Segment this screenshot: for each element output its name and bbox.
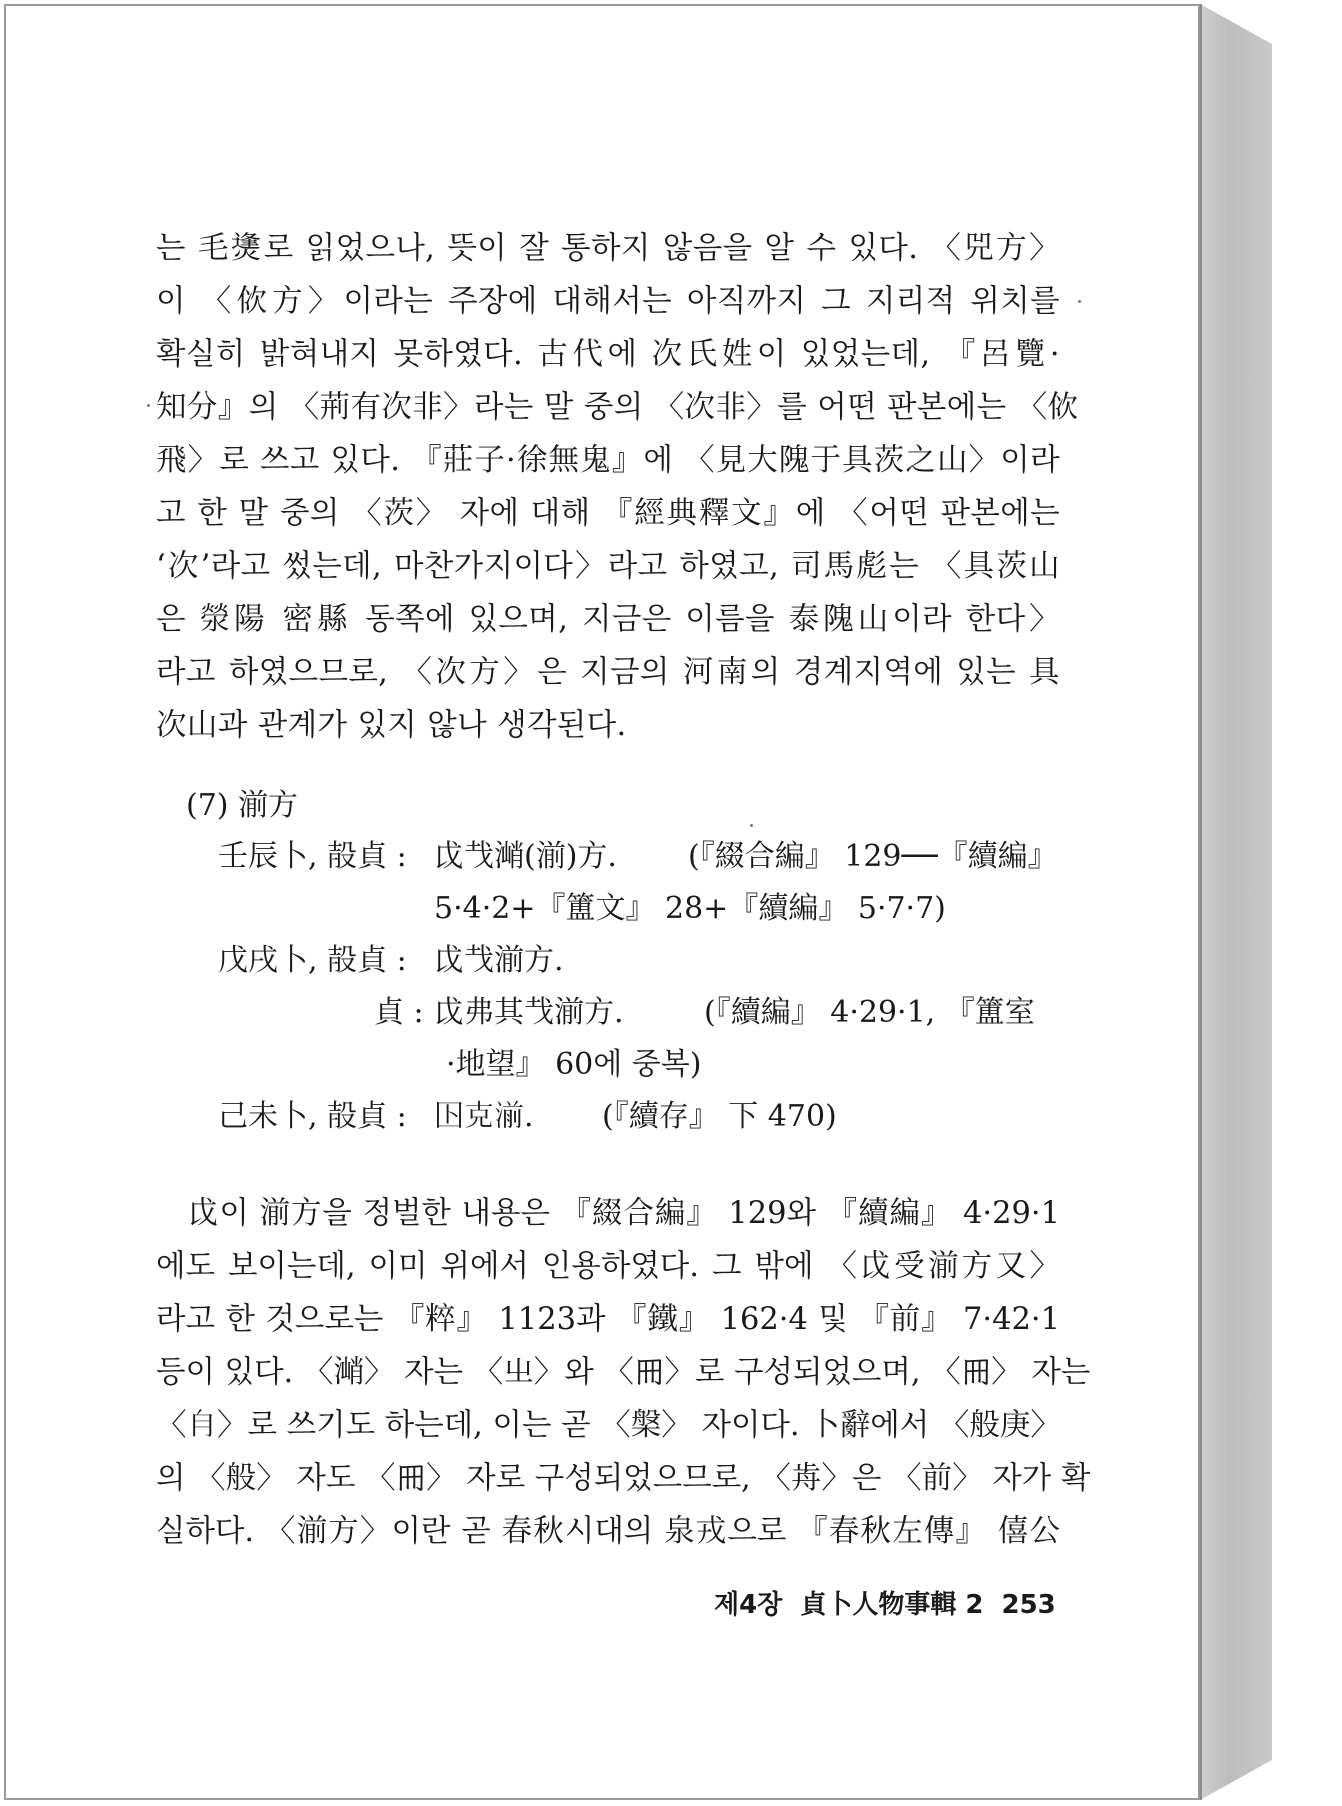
text-line: 확실히 밝혀내지 못하였다. 古代에 次氏姓이 있었는데, 『呂覽· xyxy=(156,337,1060,372)
text-line: 의 〈般〉 자도 〈𠕁〉 자로 구성되었으므로, 〈歬〉은 〈前〉 자가 확 xyxy=(156,1461,1091,1496)
spine-edge xyxy=(1200,4,1202,1800)
text-line: 이 〈佽方〉이라는 주장에 대해서는 아직까지 그 지리적 위치를 xyxy=(156,284,1060,319)
text-line: ‘次’라고 썼는데, 마찬가지이다〉라고 하였고, 司馬彪는 〈具茨山 xyxy=(156,549,1060,584)
scan-speck xyxy=(1078,300,1081,303)
page-number: 253 xyxy=(1001,1590,1056,1620)
entry-prefix: 戊戌卜, 㱿貞 : xyxy=(218,943,407,978)
entry-text: 戉弗其𢦏湔方. xyxy=(434,995,624,1030)
text-line: 는 毛㷭로 읽었으나, 뜻이 잘 통하지 않음을 알 수 있다. 〈兕方〉 xyxy=(156,231,1060,266)
footer-chapter: 제4장 xyxy=(714,1590,783,1620)
text-line: 〈𣍝〉로 쓰기도 하는데, 이는 곧 〈槃〉 자이다. 卜辭에서 〈般庚〉 xyxy=(156,1408,1061,1443)
footer-title: 貞卜人物事輯 2 xyxy=(800,1590,984,1620)
entry-citation: (『續編』 4·29·1, 『簠室 xyxy=(704,995,1035,1030)
scan-speck xyxy=(147,404,150,407)
entry-continuation: ·地望』 60에 중복) xyxy=(446,1047,702,1082)
text-line: 戉이 湔方을 정벌한 내용은 『綴合編』 129와 『續編』 4·29·1 xyxy=(188,1196,1060,1231)
text-line: 에도 보이는데, 이미 위에서 인용하였다. 그 밖에 〈戉受湔方又〉 xyxy=(156,1249,1060,1284)
entry-text: 戉𢦏湔方. xyxy=(434,943,564,978)
text-line: 실하다. 〈湔方〉이란 곧 春秋시대의 泉戎으로 『春秋左傳』 僖公 xyxy=(156,1514,1060,1549)
entry-text: 戉𢦏㴥(湔)方. xyxy=(434,839,617,874)
text-line: 등이 있다. 〈㴥〉 자는 〈㞢〉와 〈𠕁〉로 구성되었으며, 〈𠕁〉 자는 xyxy=(156,1355,1091,1390)
text-line: 飛〉로 쓰고 있다. 『莊子·徐無鬼』에 〈見大隗于具茨之山〉이라 xyxy=(156,443,1060,478)
entry-prefix: 壬辰卜, 㱿貞 : xyxy=(218,839,407,874)
entry-prefix: 己未卜, 㱿貞 : xyxy=(218,1099,407,1134)
text-line: 라고 한 것으로는 『粹』 1123과 『鐵』 162·4 및 『前』 7·42·1 xyxy=(156,1302,1060,1337)
entry-citation: (『綴合編』 129──『續編』 xyxy=(688,839,1058,874)
paragraph-2 xyxy=(156,1188,1091,1559)
text-line: 知分』의 〈荊有次非〉라는 말 중의 〈次非〉를 어떤 판본에는 〈佽 xyxy=(156,390,1079,425)
entry-continuation: 5·4·2+『簠文』 28+『續編』 5·7·7) xyxy=(434,891,946,926)
section-heading: (7) 湔方 xyxy=(186,788,299,823)
entry-text: 𡆥克湔. xyxy=(434,1099,534,1134)
entry-citation: (『續存』 下 470) xyxy=(602,1099,837,1134)
text-line: 次山과 관계가 있지 않나 생각된다. xyxy=(156,708,627,743)
text-line: 은 滎陽 密縣 동쪽에 있으며, 지금은 이름을 泰隗山이라 한다〉 xyxy=(156,602,1060,637)
book-spine xyxy=(1200,4,1272,1800)
text-line: 고 한 말 중의 〈茨〉 자에 대해 『經典釋文』에 〈어떤 판본에는 xyxy=(156,496,1060,531)
scan-speck xyxy=(750,824,753,827)
text-line: 라고 하였으므로, 〈次方〉은 지금의 河南의 경계지역에 있는 具 xyxy=(156,655,1060,690)
paragraph-1 xyxy=(156,222,1079,752)
page-footer xyxy=(714,1584,1056,1621)
entry-prefix: 貞 : xyxy=(374,995,424,1030)
